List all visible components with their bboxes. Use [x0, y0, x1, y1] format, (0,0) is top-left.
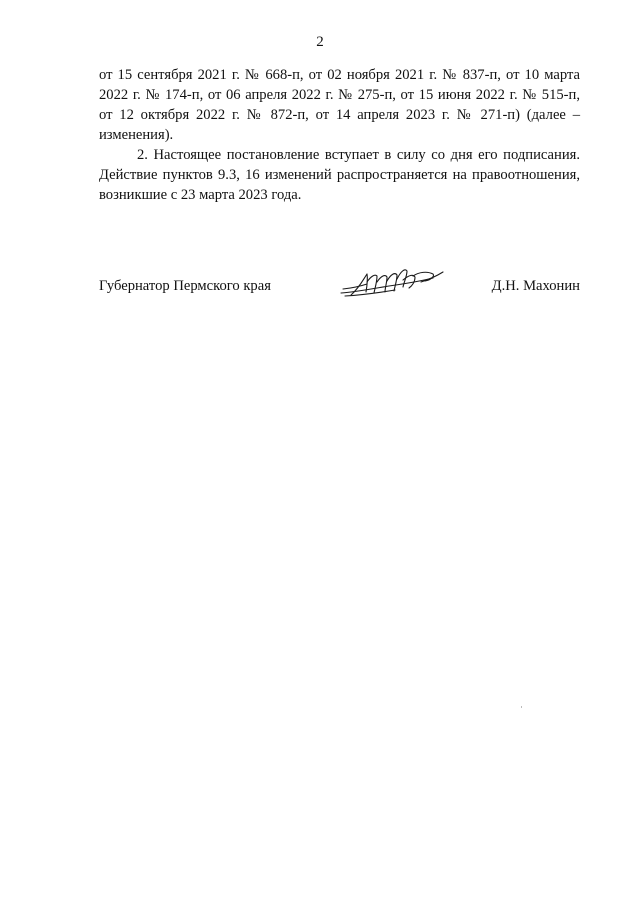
text-line: 2022 г. № 174-п, от 06 апреля 2022 г. № 275-п, от 15 июня 2022 г. № 515-п,: [99, 87, 580, 103]
text-line: от 15 сентября 2021 г. № 668-п, от 02 ноября 2021 г. № 837-п, от 10 марта: [99, 67, 580, 83]
paragraph-amendments-list: [99, 65, 580, 145]
text-line: Действие пунктов 9.3, 16 изменений распространяется на правоотношения,: [99, 167, 580, 183]
paragraph-effective-date: [99, 145, 580, 205]
scan-speck: [521, 706, 522, 708]
document-body: [99, 65, 580, 205]
text-line: изменения).: [99, 127, 174, 143]
signatory-name: Д.Н. Махонин: [491, 278, 580, 294]
signature-block: [99, 262, 580, 312]
handwritten-signature-icon: [337, 262, 447, 302]
text-line: 2. Настоящее постановление вступает в силу со дня его подписания.: [137, 147, 580, 163]
page-number: 2: [316, 34, 324, 50]
text-line: возникшие с 23 марта 2023 года.: [99, 187, 302, 203]
signatory-position: Губернатор Пермского края: [99, 278, 271, 294]
text-line: от 12 октября 2022 г. № 872-п, от 14 апреля 2023 г. № 271-п) (далее –: [99, 107, 580, 123]
